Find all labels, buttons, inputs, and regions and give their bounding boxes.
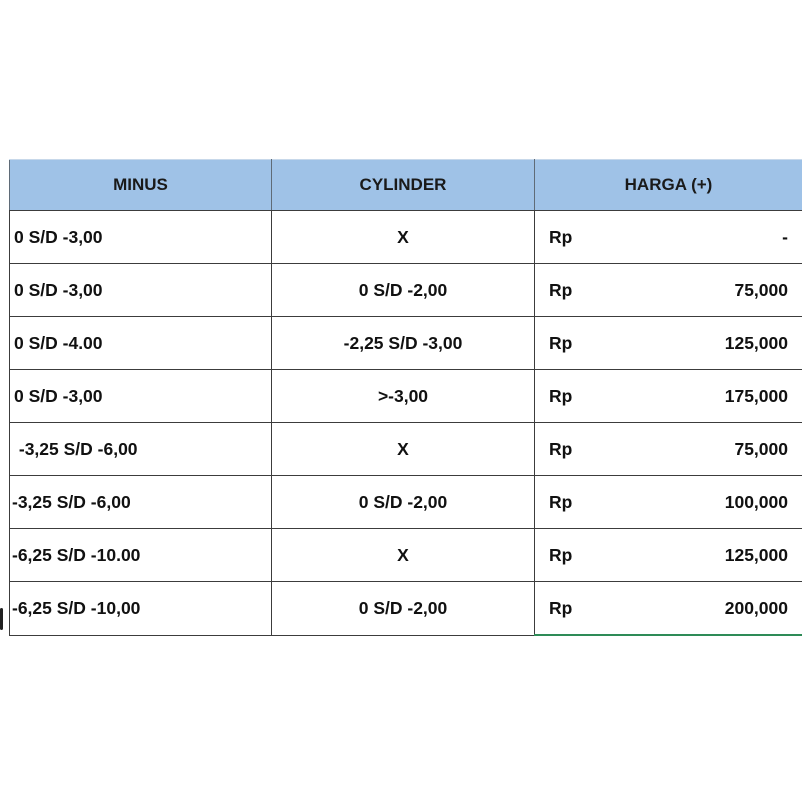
table-row bbox=[10, 317, 802, 370]
cell-cylinder[interactable]: X bbox=[272, 529, 535, 582]
cell-currency[interactable]: Rp bbox=[535, 317, 605, 370]
cell-price[interactable]: 200,000 bbox=[605, 582, 802, 636]
cell-price[interactable]: 100,000 bbox=[605, 476, 802, 529]
cell-price[interactable]: 125,000 bbox=[605, 317, 802, 370]
cell-cylinder[interactable]: >-3,00 bbox=[272, 370, 535, 423]
cell-minus[interactable]: 0 S/D -3,00 bbox=[10, 370, 272, 423]
cell-cylinder[interactable]: X bbox=[272, 423, 535, 476]
cell-price[interactable]: 75,000 bbox=[605, 264, 802, 317]
cell-minus[interactable]: -3,25 S/D -6,00 bbox=[10, 476, 272, 529]
cell-currency[interactable]: Rp bbox=[535, 370, 605, 423]
header-row bbox=[10, 160, 802, 211]
header-minus[interactable]: MINUS bbox=[10, 160, 272, 211]
cell-cylinder[interactable]: X bbox=[272, 211, 535, 264]
cell-cylinder[interactable]: 0 S/D -2,00 bbox=[272, 264, 535, 317]
cell-currency[interactable]: Rp bbox=[535, 211, 605, 264]
cell-currency[interactable]: Rp bbox=[535, 264, 605, 317]
table-row bbox=[10, 423, 802, 476]
cell-minus[interactable]: -6,25 S/D -10.00 bbox=[10, 529, 272, 582]
table-row bbox=[10, 476, 802, 529]
price-table bbox=[9, 159, 802, 636]
cell-cylinder[interactable]: 0 S/D -2,00 bbox=[272, 582, 535, 636]
cell-price[interactable]: 175,000 bbox=[605, 370, 802, 423]
header-harga[interactable]: HARGA (+) bbox=[535, 160, 802, 211]
cell-cylinder[interactable]: 0 S/D -2,00 bbox=[272, 476, 535, 529]
cell-currency[interactable]: Rp bbox=[535, 423, 605, 476]
table-row bbox=[10, 529, 802, 582]
scroll-edge-marker bbox=[0, 608, 3, 630]
header-cylinder[interactable]: CYLINDER bbox=[272, 160, 535, 211]
table-row bbox=[10, 211, 802, 264]
cell-minus[interactable]: 0 S/D -3,00 bbox=[10, 264, 272, 317]
cell-price[interactable]: 75,000 bbox=[605, 423, 802, 476]
cell-minus[interactable]: 0 S/D -3,00 bbox=[10, 211, 272, 264]
cell-currency[interactable]: Rp bbox=[535, 582, 605, 636]
cell-minus[interactable]: -6,25 S/D -10,00 bbox=[10, 582, 272, 636]
cell-currency[interactable]: Rp bbox=[535, 476, 605, 529]
table-row bbox=[10, 582, 802, 636]
table-row bbox=[10, 264, 802, 317]
cell-cylinder[interactable]: -2,25 S/D -3,00 bbox=[272, 317, 535, 370]
cell-price[interactable]: 125,000 bbox=[605, 529, 802, 582]
table-row bbox=[10, 370, 802, 423]
cell-price[interactable]: - bbox=[605, 211, 802, 264]
cell-minus[interactable]: 0 S/D -4.00 bbox=[10, 317, 272, 370]
cell-minus[interactable]: -3,25 S/D -6,00 bbox=[10, 423, 272, 476]
cell-currency[interactable]: Rp bbox=[535, 529, 605, 582]
